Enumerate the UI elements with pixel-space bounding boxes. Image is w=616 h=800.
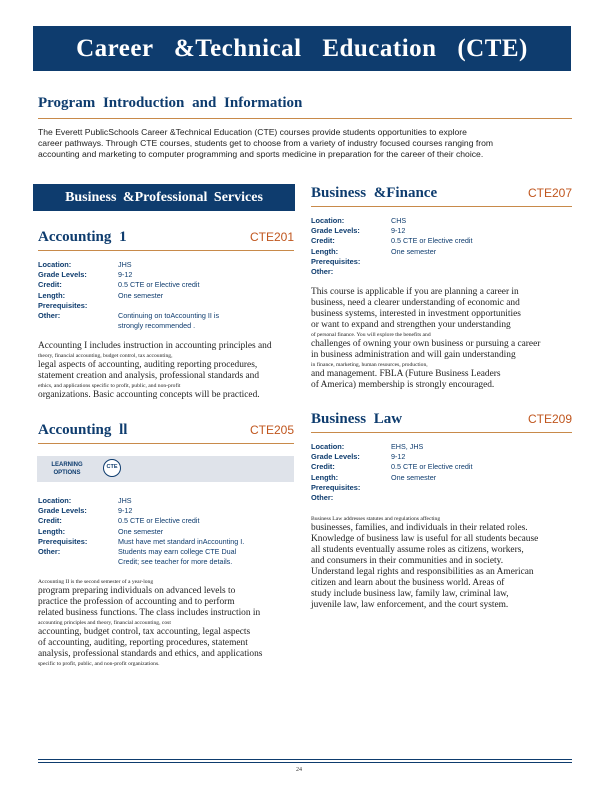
detail-value: 9-12 (118, 270, 133, 280)
divider (38, 443, 294, 444)
description-line: in finance, marketing, human resources, production, (311, 362, 428, 368)
detail-row (38, 527, 294, 537)
detail-row (311, 442, 572, 452)
detail-label: Length: (38, 526, 66, 536)
course-description (38, 578, 294, 668)
description-line: Accounting II is the second semester of a year-long (38, 579, 154, 585)
footer-rule (38, 759, 572, 760)
detail-value: One semester (391, 246, 437, 256)
detail-label: Credit: (311, 462, 335, 472)
detail-row (38, 311, 294, 321)
detail-row (311, 483, 572, 493)
detail-value: One semester (391, 472, 437, 482)
description-line: Accounting I includes instruction in accounting principles and (38, 341, 272, 351)
course-header-accounting1 (38, 229, 294, 246)
detail-row (311, 493, 572, 503)
description-line: practice the profession of accounting and to perform (38, 597, 235, 607)
detail-row (311, 462, 572, 472)
detail-value: 0.5 CTE or Elective credit (391, 462, 473, 472)
detail-label: Grade Levels: (38, 506, 87, 516)
detail-value: strongly recommended . (118, 321, 196, 331)
category-banner (33, 184, 295, 211)
detail-label (38, 321, 118, 331)
detail-row (38, 321, 294, 331)
course-details (311, 442, 572, 503)
course-title: Accounting ll (38, 422, 128, 438)
detail-label: Prerequisites: (38, 536, 88, 546)
course-title: Business Law (311, 411, 403, 427)
detail-row (38, 260, 294, 270)
intro-line: accounting and marketing to computer programming and sports medicine in preparation for the career of their choice. (38, 149, 484, 159)
detail-label: Grade Levels: (311, 226, 360, 236)
description-line: challenges of owning your own business or pursuing a career (311, 339, 541, 349)
course-details (38, 496, 294, 567)
description-line: business systems, interested in investment opportunities (311, 309, 521, 319)
course-title: Accounting 1 (38, 229, 127, 245)
learning-options-label: LEARNING OPTIONS (51, 462, 83, 476)
category-title: Business &Professional Services (65, 190, 263, 205)
detail-value: 0.5 CTE or Elective credit (118, 280, 200, 290)
page-title: Career &Technical Education (CTE) (76, 35, 528, 62)
description-line: juvenile law, law enforcement, and the court system. (311, 600, 509, 610)
detail-row (311, 267, 572, 277)
detail-value: Must have met standard inAccounting I. (118, 536, 245, 546)
description-line: business, need a clearer understanding of economic and (311, 298, 520, 308)
detail-label (38, 557, 118, 567)
description-line: and consumers in their communities and in society. (311, 556, 504, 566)
detail-value: Credit; see teacher for more details. (118, 557, 233, 567)
course-header-finance (311, 185, 572, 202)
course-code: CTE205 (249, 423, 294, 437)
detail-value: EHS, JHS (391, 442, 424, 451)
detail-row (311, 257, 572, 267)
course-description (38, 341, 294, 401)
divider (311, 432, 572, 433)
divider (311, 206, 572, 207)
page-number: 24 (296, 767, 302, 773)
course-code: CTE201 (249, 230, 294, 244)
detail-value: 0.5 CTE or Elective credit (118, 516, 200, 526)
detail-value: One semester (118, 526, 164, 536)
cte-dual-credit-icon: CTE (103, 459, 121, 477)
detail-value: 9-12 (118, 506, 133, 516)
detail-value: 0.5 CTE or Elective credit (391, 236, 473, 246)
detail-row (311, 473, 572, 483)
course-code: CTE207 (527, 186, 572, 200)
description-line: Knowledge of business law is useful for all students because (311, 534, 539, 544)
course-code: CTE209 (527, 412, 572, 426)
divider (38, 118, 572, 119)
description-line: accounting, budget control, tax accounting, legal aspects (38, 627, 251, 637)
detail-value: JHS (118, 260, 132, 269)
description-line: businesses, families, and individuals in their related roles. (311, 523, 528, 533)
detail-row (311, 226, 572, 236)
detail-label: Grade Levels: (311, 452, 360, 462)
description-line: of America) membership is strongly encouraged. (311, 380, 495, 390)
detail-value: 9-12 (391, 452, 406, 462)
footer-rule (38, 762, 572, 763)
detail-label: Length: (311, 246, 339, 256)
detail-row (311, 236, 572, 246)
detail-value: One semester (118, 290, 164, 300)
detail-row (38, 537, 294, 547)
detail-row (38, 270, 294, 280)
description-line: legal aspects of accounting, auditing reporting procedures, (38, 360, 258, 370)
detail-label: Location: (38, 496, 72, 505)
intro-paragraph (38, 127, 572, 160)
description-line: analysis, professional standards and ethics, and applications (38, 649, 263, 659)
course-header-law (311, 411, 572, 428)
intro-line: career pathways. Through CTE courses, students get to choose from a variety of industry focused courses ranging from (38, 138, 494, 148)
description-line: Business Law addresses statutes and regulations affecting (311, 516, 441, 522)
description-line: study include business law, family law, criminal law, (311, 589, 509, 599)
description-line: statement creation and analysis, professional standards and (38, 371, 260, 381)
learning-options-box (37, 456, 294, 482)
detail-label: Other: (38, 311, 61, 321)
detail-label: Other: (38, 547, 61, 557)
description-line: theory, financial accounting, budget control, tax accounting, (38, 353, 173, 359)
section-title: Program Introduction and Information (38, 95, 303, 111)
detail-row (311, 247, 572, 257)
divider (38, 250, 294, 251)
detail-label: Prerequisites: (311, 482, 361, 492)
detail-label: Length: (38, 290, 66, 300)
description-line: organizations. Basic accounting concepts will be practiced. (38, 390, 260, 400)
detail-row (38, 496, 294, 506)
detail-label: Length: (311, 472, 339, 482)
detail-row (38, 516, 294, 526)
description-line: Understand legal rights and responsibilities as an American (311, 567, 534, 577)
detail-value: Students may earn college CTE Dual (118, 547, 237, 557)
description-line: of accounting, auditing, reporting procedures, statement (38, 638, 248, 648)
detail-label: Credit: (311, 236, 335, 246)
description-line: all students eventually assume roles as citizens, workers, (311, 545, 524, 555)
detail-label: Grade Levels: (38, 270, 87, 280)
description-line: This course is applicable if you are planning a career in (311, 287, 519, 297)
description-line: in business administration and will gain understanding (311, 350, 516, 360)
description-line: accounting principles and theory, financial accounting, cost (38, 620, 171, 626)
description-line: ethics, and applications specific to profit, public, and non-profit (38, 383, 181, 389)
detail-row (38, 280, 294, 290)
detail-label: Prerequisites: (38, 300, 88, 310)
course-header-accounting2 (38, 422, 294, 439)
detail-row (311, 452, 572, 462)
description-line: program preparing individuals on advanced levels to (38, 586, 236, 596)
detail-label: Location: (38, 260, 72, 269)
detail-value: Continuing on toAccounting II is (118, 311, 220, 321)
detail-row (311, 216, 572, 226)
detail-row (38, 301, 294, 311)
description-line: specific to profit, public, and non-profit organizations. (38, 661, 160, 667)
detail-value: 9-12 (391, 226, 406, 236)
detail-label: Credit: (38, 280, 62, 290)
course-details (38, 260, 294, 331)
description-line: citizen and learn about the business world. Areas of (311, 578, 505, 588)
course-title: Business &Finance (311, 185, 438, 201)
detail-label: Other: (311, 267, 334, 277)
detail-label: Location: (311, 216, 345, 225)
page-title-banner (33, 26, 571, 71)
detail-label: Credit: (38, 516, 62, 526)
course-description (311, 287, 572, 391)
description-line: of personal finance. You will explore the benefits and (311, 332, 431, 338)
description-line: and management. FBLA (Future Business Leaders (311, 369, 501, 379)
detail-row (38, 557, 294, 567)
intro-line: The Everett PublicSchools Career &Technical Education (CTE) courses provide students opportunities to explore (38, 127, 467, 137)
description-line: or want to expand and strengthen your understanding (311, 320, 511, 330)
detail-label: Other: (311, 493, 334, 503)
detail-value: JHS (118, 496, 132, 505)
description-line: related business functions. The class includes instruction in (38, 608, 261, 618)
detail-row (38, 506, 294, 516)
course-description (311, 515, 572, 611)
detail-row (38, 291, 294, 301)
detail-value: CHS (391, 216, 407, 225)
detail-row (38, 547, 294, 557)
course-details (311, 216, 572, 277)
detail-label: Prerequisites: (311, 256, 361, 266)
detail-label: Location: (311, 442, 345, 451)
